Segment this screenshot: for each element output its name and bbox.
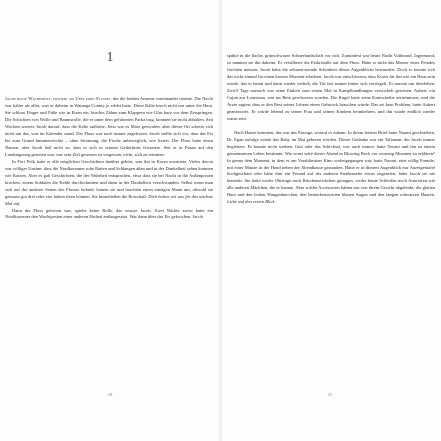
paragraph-text: der die beiden Armeen voneinander trennte. Die Nacht war kälter als alles, was er daheim in Watanga County je erlebt hatte. Diese Kälte kroch nicht nur unter die Haut. Sie schloss Finger und Füße wie in Eisen ein, brachte Zähne zum Klappern wie Glas kurz vor dem Zerspringen. Die Schichten von Wolle und Baumwolle, die er unter dem gefütterten Parka trug, konnten sie nicht abhalten. Seit Wochen wartete Jacob darauf, dass die Kälte aufhörte. Jetzt war es März geworden, aber dieser Ort scherte sich nicht um das, was im Kalender stand. Der Fluss war noch immer zugefroren. Jacob stellte sich vor, dass das Eis bis zum Grund hinunterreichte – ohne Strömung, die Fische unbeweglich, wie fixiert. Der Fluss hatte einen Namen, aber Jacob ließ nicht zu, dass er sich in seinem Gedächtnis festsetzte. Seit er in Pusan auf den Landungssteg getreten war, war sein Ziel gewesen zu vergessen, nicht, sich zu erinnern. (5, 96, 213, 157)
right-page-text (227, 53, 435, 206)
paragraph-text: Nach Hause kommen, das war das Einzige, worauf es ankam. In ihrem letzten Brief hatte Naomi geschrieben, Dr. Egan zufolge würde das Baby im Mai geboren werden. Dieser Gedanke war ein Talisman, der Jacob immer begleitete. Er konnte nicht sterben. Gott oder das Schicksal, was auch immer, hatte Naomi und ihn zu einem gemeinsamen Leben bestimmt. Wie sonst wäre dieser Abend in Blowing Rock vor zwanzig Monaten zu erklären? In genau dem Moment, in dem er am Vorabliesiner Kino vorbeigegangen war, hatte Naomi, eine völlig Fremde, mit einer Münze in der Hand neben der Abendkasse gestanden. Hätte er in diesem Augenblick nur Anzeigentafel hochgeschaut oder hätte ihm ein Freund auf der anderen Straßenseite etwas zugerufen, hätte Jacob sie nie bemerkt. Sie hatte weder Ohrringe noch Rüschenstickchen getragen, weder bunte Schleifen noch Armreifen wie alle anderen Mädchen, die er kannte. Aber solche Accessoires hätten nur von ihrem Gesicht abgelenkt, der glatten Haut und den hohen Wangenknochen, den bemerkenswerten blauen Augen und den langen schwarzen Haaren. (227, 129, 435, 198)
paragraph-text: In Fort Polk hatte er alle möglichen Geschichten darüber gehört, was ihn in Korea erwartete. Vieles davon war völliger Unsinn: dass die Nordkoreaner rohe Ratten und Schlangen aßen und in der Dunkelheit sehen konnten wie Katzen. Aber es gab Geschichten, die der Wahrheit entsprachen, etwa dass sie bei Nacht in die Außenposten krochen, einem Soldaten die Kehle durchschnitten und dann in der Dunkelheit verschwanden. Selbst wenn man sich auf der anderen Seiten des Flusses befand, kamen sie und brachten einen einzigen Mann um, obwohl sie genauso gut drei oder vier hätten töten können. Sie hinterließen die Botschaft: (5, 158, 213, 199)
emphasized-text: Liebe auf den ersten Blick. (227, 199, 276, 205)
chapter-lead-in: Jacob hatte Wachdienst, postiert am Ufer eines Flusses, (5, 96, 112, 101)
paragraph (5, 159, 213, 208)
page-number-left: 10 (107, 392, 113, 397)
emphasized-text: Dich hohen wir uns für das nächste Mal auf. (5, 193, 214, 206)
paragraph-text: spähte in die flache, grünschwarze Schneelandschaft vor sich. Zumindest war heute Nacht Vollmond. Jagermond, so nannten sie ihn daheim. Er versilberte die Eiskristalle auf dem Fluss. Hätte er nicht das Messer eines Feindes fürchten müssen, Jacob hätte die seltsam-nornde Schönheit dieses Augenblicks bewundert. Doch er konnte sich das nicht einmal für einen kurzen Moment erlauben. Jacob war entschlossen, dass Korea für ihn wie ein Haus sein würde, das er betrat und dann wieder verließ, die Tür fest immer hinter sich verriegelt. Er musste nur überleben. Zwölf Tage nurnoch war seine Einheit zum ersten Mal in Kampfhandlungen verwickelt gewesen. Aubert, ein Cajun aus Louisiana, war ins Bein geschossen worden. Die Kugel hatte seine Kniescheibe zertrümmert, und die Ärzte sagten, dass er den Rest seines Lebens einen Gehstock brauchen würde. Das sei kein Problem, hatte Aubert geantwortet. Er würde lebend zu seiner Frau und seinen Kindern heimkehren, und ihn würde endlich wieder warm sein. (227, 53, 435, 121)
chapter-number: 1 (106, 50, 114, 65)
left-page (0, 0, 220, 441)
paragraph (227, 53, 435, 123)
paragraph (5, 208, 213, 222)
page-number-right: 11 (327, 392, 333, 397)
paragraph (227, 130, 435, 207)
paragraph-text: Dann der Fluss gefroren war, spielte keine Rolle, das wusste Jacob. Zwei Nächte zuvor hatte ein Nordkoreaner den Wachtposten einer anderen Einheit entlangesetzt. War dann über das Eis gekrochen. Jacob (5, 207, 213, 220)
paragraph (5, 96, 213, 159)
right-page (220, 0, 440, 441)
left-page-text (5, 96, 213, 221)
